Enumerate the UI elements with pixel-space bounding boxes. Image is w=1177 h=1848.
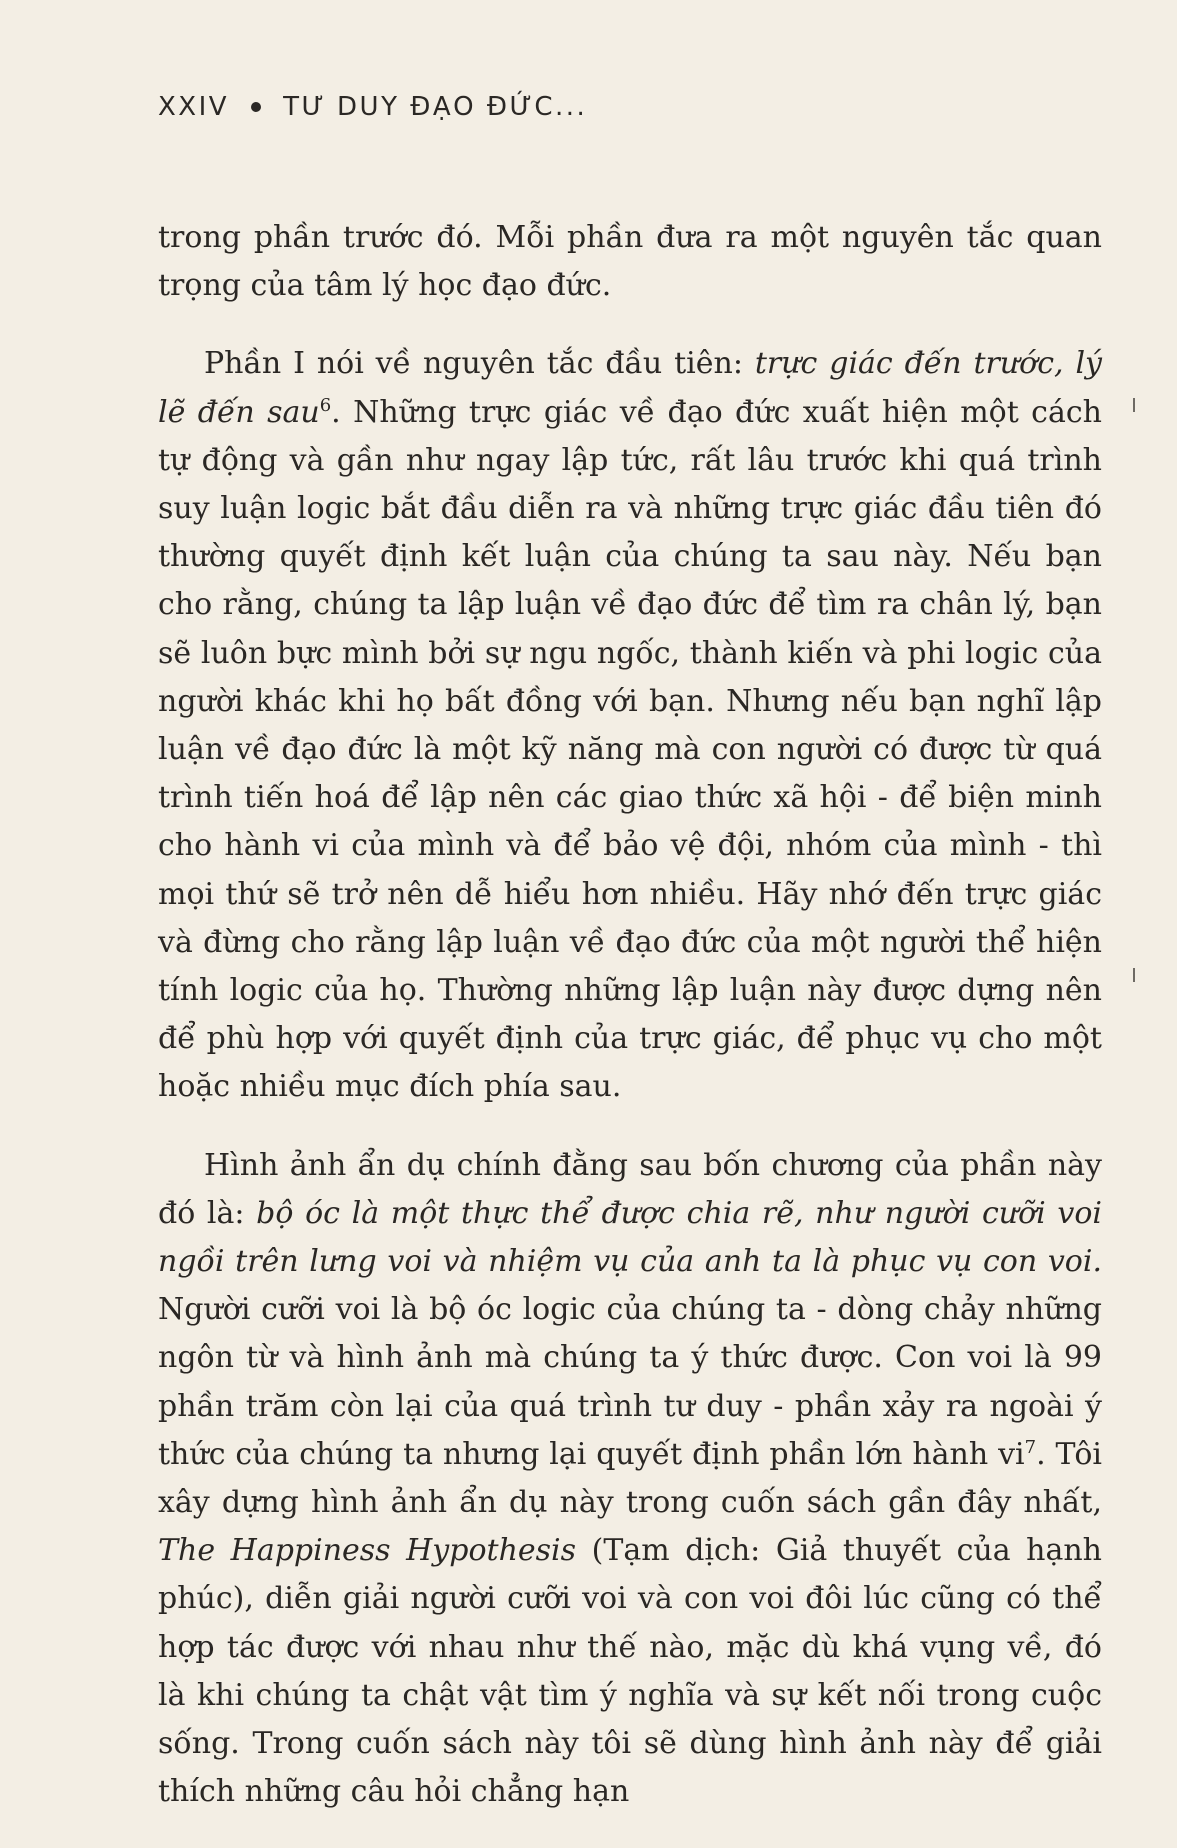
paragraph-1 [158,214,1102,310]
paragraph-2 [158,340,1102,1111]
book-title: TƯ DUY ĐẠO ĐỨC... [283,92,588,122]
text-segment: . Những trực giác về đạo đức xuất hiện một cách tự động và gần như ngay lập tức, rất lâu trước khi quá trình suy luận logic bắt đầu diễn ra và những trực giác đầu tiên đó thường quyết định kết luận của chúng ta sau này. Nếu bạn cho rằng, chúng ta lập luận về đạo đức để tìm ra chân lý, bạn sẽ luôn bực mình bởi sự ngu ngốc, thành kiến và phi logic của người khác khi họ bất đồng với bạn. Nhưng nếu bạn nghĩ lập luận về đạo đức là một kỹ năng mà con người có được từ quá trình tiến hoá để lập nên các giao thức xã hội - để biện minh cho hành vi của mình và để bảo vệ đội, nhóm của mình - thì mọi thứ sẽ trở nên dễ hiểu hơn nhiều. Hãy nhớ đến trực giác và đừng cho rằng lập luận về đạo đức của một người thể hiện tính logic của họ. Thường những lập luận này được dựng nên để phù hợp với quyết định của trực giác, để phục vụ cho một hoặc nhiều mục đích phía sau. [158,394,1102,1105]
text-segment: trong phần trước đó. Mỗi phần đưa ra một nguyên tắc quan trọng của tâm lý học đạo đức. [158,220,1102,304]
footnote-ref: 7 [1024,1436,1037,1458]
running-header [158,92,587,122]
paragraph-3 [158,1142,1102,1817]
page-number: XXIV [158,92,230,122]
text-segment: Người cưỡi voi là bộ óc logic của chúng ta - dòng chảy những ngôn từ và hình ảnh mà chúng ta ý thức được. Con voi là 99 phần trăm còn lại của quá trình tư duy - phần xảy ra ngoài ý thức của chúng ta nhưng lại quyết định phần lớn hành vi [158,1292,1102,1472]
margin-mark [1133,968,1135,982]
text-segment: (Tạm dịch: Giả thuyết của hạnh phúc), diễn giải người cưỡi voi và con voi đôi lúc cũng có thể hợp tác được với nhau như thế nào, mặc dù khá vụng về, đó là khi chúng ta chật vật tìm ý nghĩa và sự kết nối trong cuộc sống. Trong cuốn sách này tôi sẽ dùng hình ảnh này để giải thích những câu hỏi chẳng hạn [158,1533,1103,1810]
bullet-separator-icon [251,102,261,112]
italic-segment: trực giác đến trước, lý lẽ đến sau [158,346,1103,430]
text-segment: Phần I nói về nguyên tắc đầu tiên: [204,346,755,382]
italic-title-segment: The Happiness Hypothesis [158,1533,577,1569]
text-segment: . Tôi xây dựng hình ảnh ẩn dụ này trong cuốn sách gần đây nhất, [158,1436,1102,1521]
text-segment: Hình ảnh ẩn dụ chính đằng sau bốn chương của phần này đó là: [158,1147,1102,1231]
italic-segment: bộ óc là một thực thể được chia rẽ, như người cưỡi voi ngồi trên lưng voi và nhiệm vụ của anh ta là phục vụ con voi. [158,1195,1102,1280]
margin-mark [1133,398,1135,412]
footnote-ref: 6 [319,394,332,416]
body-text [158,214,1102,1817]
